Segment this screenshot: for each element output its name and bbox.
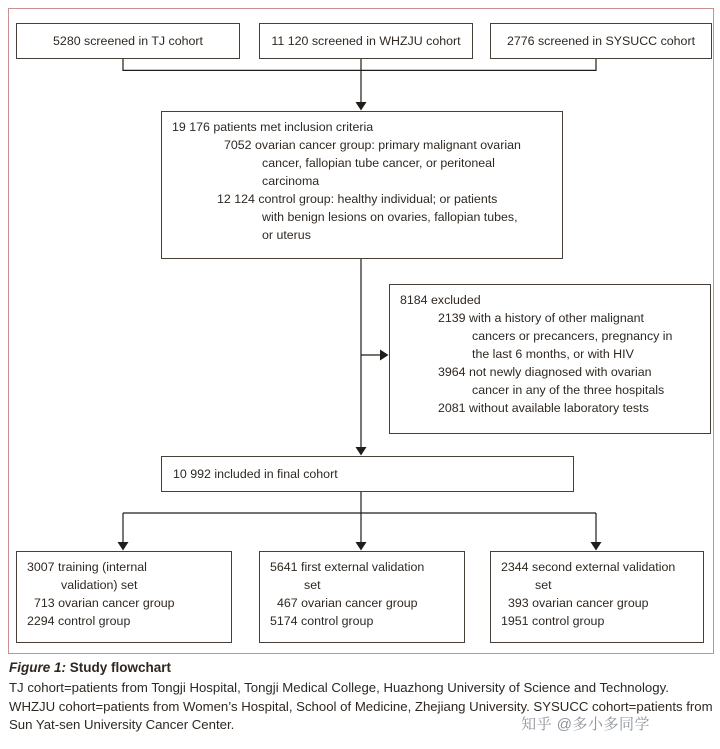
second-validation-line: set (535, 578, 552, 592)
training-line: 2294 control group (27, 614, 131, 628)
box-screened-tj (16, 23, 240, 59)
excluded-line: 2139 with a history of other malignant (438, 311, 644, 325)
second-validation-line: 2344 second external validation (501, 560, 676, 574)
second-validation-line: 1951 control group (501, 614, 605, 628)
box-screened-tj-text: 5280 screened in TJ cohort (53, 34, 203, 48)
figure-caption-heading (9, 660, 713, 675)
first-validation-line: 5641 first external validation (270, 560, 425, 574)
excluded-line: cancer in any of the three hospitals (472, 383, 665, 397)
box-screened-whzju-text: 11 120 screened in WHZJU cohort (271, 34, 461, 48)
training-line: 3007 training (internal (27, 560, 147, 574)
second-validation-line: 393 ovarian cancer group (508, 596, 649, 610)
inclusion-line: or uterus (262, 228, 311, 242)
first-validation-line: 5174 control group (270, 614, 374, 628)
first-validation-line: set (304, 578, 321, 592)
excluded-line: the last 6 months, or with HIV (472, 347, 634, 361)
box-screened-whzju (259, 23, 473, 59)
training-line: 713 ovarian cancer group (34, 596, 175, 610)
first-validation-line: 467 ovarian cancer group (277, 596, 418, 610)
excluded-line: 2081 without available laboratory tests (438, 401, 649, 415)
inclusion-line: carcinoma (262, 174, 320, 188)
box-final-cohort-text: 10 992 included in final cohort (173, 467, 338, 481)
inclusion-line: 19 176 patients met inclusion criteria (172, 120, 374, 134)
box-screened-sysucc (490, 23, 712, 59)
figure-number-label: Figure 1: (9, 660, 67, 675)
box-inclusion-criteria (161, 111, 563, 259)
inclusion-line: 7052 ovarian cancer group: primary malignant ovarian (224, 138, 521, 152)
box-excluded (389, 284, 711, 434)
box-final-cohort (161, 456, 574, 492)
watermark-text: 知乎 @多小多同学 (521, 716, 650, 733)
box-training-set (16, 551, 232, 643)
box-screened-sysucc-text: 2776 screened in SYSUCC cohort (506, 34, 696, 48)
training-line: validation) set (61, 578, 138, 592)
inclusion-line: with benign lesions on ovaries, fallopian tubes, (262, 210, 518, 224)
box-first-external-validation (259, 551, 465, 643)
excluded-line: 8184 excluded (400, 293, 481, 307)
inclusion-line: 12 124 control group: healthy individual; or patients (217, 192, 498, 206)
flowchart-frame (8, 8, 714, 654)
inclusion-line: cancer, fallopian tube cancer, or peritoneal (262, 156, 495, 170)
excluded-line: 3964 not newly diagnosed with ovarian (438, 365, 652, 379)
excluded-line: cancers or precancers, pregnancy in (472, 329, 673, 343)
figure-title: Study flowchart (69, 660, 172, 675)
box-second-external-validation (490, 551, 704, 643)
watermark (521, 713, 650, 734)
figure-caption-text: TJ cohort=patients from Tongji Hospital, Tongji Medical College, Huazhong University of Science and Technology. WHZJU cohort=patients from Women’s Hospital, School of Medicine, Zhejiang University. SYSUCC cohort=patients from Sun Yat-sen University Cancer Center. (9, 680, 713, 732)
